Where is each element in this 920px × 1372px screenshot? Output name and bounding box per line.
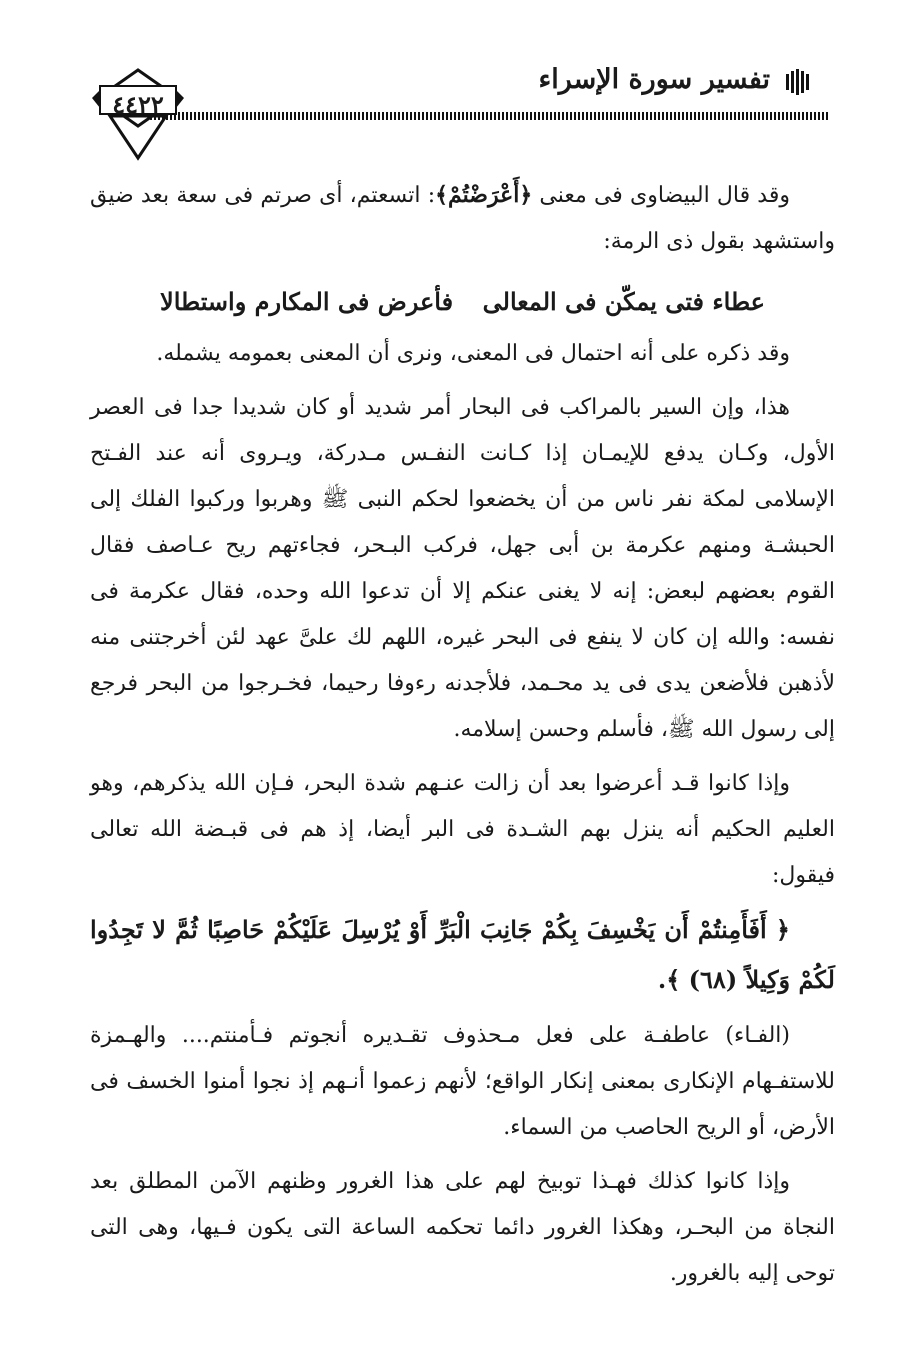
flower-ornament-icon	[783, 66, 815, 98]
paragraph-rebuke: وإذا كانوا كذلك فهـذا توبيخ لهم على هذا الغرور وظنهم الآمن المطلق بعد النجاة من البحـر، وهكذا الغرور دائما تحكمه الساعة التى يكون فـيها، وهى التى توحى إليه بالغرور.	[90, 1169, 835, 1286]
quran-word: ﴿أَعْرَضْتُمْ﴾	[435, 182, 533, 208]
paragraph-text: : اتسعتم، أى صرتم فى سعة بعد ضيق واستشهد بقول ذى الرمة:	[90, 183, 835, 254]
page-number: ٤٤٢٢	[112, 90, 164, 119]
poetry-verse	[90, 277, 835, 327]
paragraph-grammar: (الفـاء) عاطفـة على فعل مـحذوف تقـديره أنجوتم فـأمنتم.... والهـمزة للاستفـهام الإنكارى بمعنى إنكار الواقع؛ لأنهم زعموا أنـهم إذ نجوا أمنوا الخسف فى الأرض، أو الريح الحاصب من السماء.	[90, 1023, 835, 1140]
page-body	[90, 172, 835, 1297]
paragraph-text: وقد قال البيضاوى فى معنى	[532, 183, 790, 208]
running-title: تفسير سورة الإسراء	[538, 64, 770, 95]
verse-hemistich-second: فأعرض فى المكارم واستطالا	[160, 287, 454, 316]
paragraph-comment: وقد ذكره على أنه احتمال فى المعنى، ونرى أن المعنى بعمومه يشمله.	[156, 341, 790, 366]
paragraph-reminder: وإذا كانوا قـد أعرضوا بعد أن زالت عنـهم شدة البحر، فـإن الله يذكرهم، وهو العليم الحكيم أنه ينزل بهم الشـدة فى البر أيضا، إذ هم فى قبـضة الله تعالى فيقول:	[90, 771, 835, 888]
paragraph-baidawi	[90, 172, 835, 265]
verse-hemistich-first: عطاء فتى يمكّن فى المعالى	[482, 287, 765, 316]
header-rule	[150, 112, 828, 120]
quran-verse: ﴿ أَفَأَمِنتُمْ أَن يَخْسِفَ بِكُمْ جَانِبَ الْبَرِّ أَوْ يُرْسِلَ عَلَيْكُمْ حَاصِبًا ثُمَّ لا تَجِدُوا لَكُمْ وَكِيلاً (٦٨) ﴾.	[90, 915, 835, 994]
paragraph-ikrimah: هذا، وإن السير بالمراكب فى البحار أمر شديد أو كان شديدا جدا فى العصر الأول، وكـان يدفع للإيمـان إذا كـانت النفـس مـدركة، ويـروى أنه عند الفـتح الإسلامى لمكة نفر ناس من أن يخضعوا لحكم النبى ﷺ وهربوا وركبوا الفلك إلى الحبشـة ومنهم عكرمة بن أبى جهل، فركب البـحر، فجاءتهم ريح عـاصف فقال القوم بعضهم لبعض: إنه لا يغنى عنكم إلا أن تدعوا الله وحده، فقال عكرمة فى نفسه: والله إن كان لا ينفع فى البحر غيره، اللهم لك علىَّ عهد لئن أخرجتنى منه لأذهبن فلأضعن يدى فى يد محـمد، فلأجدنه رءوفا رحيما، فخـرجوا من البحر فرجع إلى رسول الله ﷺ، فأسلم وحسن إسلامه.	[90, 395, 835, 742]
page-header	[0, 0, 920, 170]
